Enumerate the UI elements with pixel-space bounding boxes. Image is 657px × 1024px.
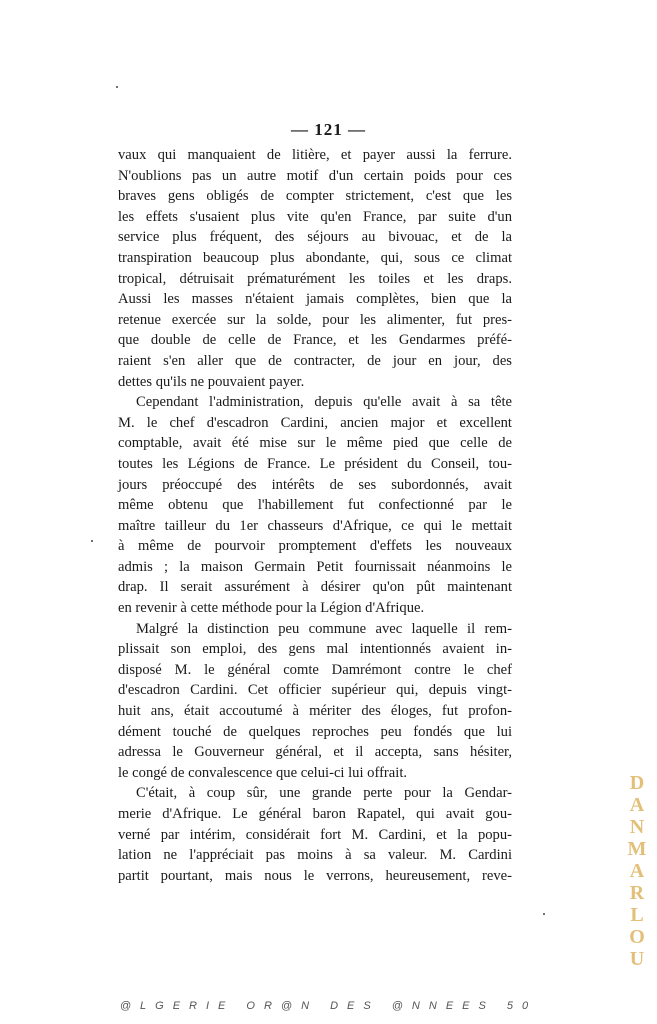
paper-speck xyxy=(543,913,545,915)
watermark-letter: O xyxy=(629,926,645,948)
text-line: Aussi les masses n'étaient jamais complètes, bien que la xyxy=(118,291,512,308)
watermark-letter: M xyxy=(627,838,647,860)
text-line: à même de pourvoir promptement d'effets les nouveaux xyxy=(118,538,512,555)
watermark-letter: R xyxy=(629,882,645,904)
text-line: braves gens obligés de compter strictement, c'est que les xyxy=(118,188,512,205)
text-line: partit pourtant, mais nous le verrons, heureusement, reve- xyxy=(118,867,512,884)
paper-speck xyxy=(116,86,118,88)
text-line: les effets s'usaient plus vite qu'en France, par suite d'un xyxy=(118,208,512,225)
watermark-letter: A xyxy=(629,860,645,882)
text-line: admis ; la maison Germain Petit fournissait néanmoins le xyxy=(118,558,512,575)
text-line: retenue exercée sur la solde, pour les alimenter, fut pres- xyxy=(118,311,512,328)
text-line: disposé M. le général comte Damrémont contre le chef xyxy=(118,661,512,678)
text-line: en revenir à cette méthode pour la Légion d'Afrique. xyxy=(118,600,425,617)
text-line: service plus fréquent, des séjours au bivouac, et de la xyxy=(118,229,512,246)
text-line: d'escadron Cardini. Cet officier supérieur qui, depuis vingt- xyxy=(118,682,512,699)
watermark-letter: A xyxy=(629,794,645,816)
page-number: — 121 — xyxy=(291,120,366,139)
text-line: adressa le Gouverneur général, et il accepta, sans hésiter, xyxy=(118,744,512,761)
text-line: verné par intérim, considérait fort M. Cardini, et la popu- xyxy=(118,826,512,843)
text-line: huit ans, était accoutumé à mériter des éloges, fut profon- xyxy=(118,703,512,720)
side-watermark xyxy=(625,772,649,970)
footer-watermark: @LGERIE OR@N DES @NNEES 50 xyxy=(119,1000,538,1012)
text-line: plissait son emploi, des gens mal intentionnés avaient in- xyxy=(118,641,512,658)
text-line: maître tailleur du 1er chasseurs d'Afrique, ce qui le mettait xyxy=(118,517,512,534)
text-line: merie d'Afrique. Le général baron Rapatel, qui avait gou- xyxy=(118,806,512,822)
text-line: Cependant l'administration, depuis qu'elle avait à sa tête xyxy=(136,394,512,411)
text-line: N'oublions pas un autre motif d'un certain poids pour ces xyxy=(118,167,512,184)
text-line: transpiration beaucoup plus abondante, qui, sous ce climat xyxy=(118,249,512,266)
paper-speck xyxy=(91,540,93,542)
text-line: lation ne l'appréciait pas moins à sa valeur. M. Cardini xyxy=(118,847,512,864)
watermark-letter: N xyxy=(629,816,645,838)
text-line: dettes qu'ils ne pouvaient payer. xyxy=(118,373,305,390)
text-line: toutes les Légions de France. Le président du Conseil, tou- xyxy=(118,455,512,472)
text-line: Malgré la distinction peu commune avec laquelle il rem- xyxy=(136,620,512,637)
watermark-letter: L xyxy=(630,904,644,926)
watermark-letter: D xyxy=(629,772,645,794)
body-text xyxy=(118,145,512,886)
text-line: même obtenu que l'habillement fut confectionné par le xyxy=(118,497,512,514)
text-line: M. le chef d'escadron Cardini, ancien major et excellent xyxy=(118,414,512,431)
text-line: drap. Il serait assurément à désirer qu'on pût maintenant xyxy=(118,579,512,596)
watermark-letter: U xyxy=(629,948,645,970)
text-line: tropical, détruisait prématurément les toiles et les draps. xyxy=(118,270,512,287)
text-line: jours préoccupé des intérêts de ses subordonnés, avait xyxy=(118,476,512,493)
text-line: comptable, avait été mise sur le même pied que celle de xyxy=(118,435,512,452)
text-line: C'était, à coup sûr, une grande perte pour la Gendar- xyxy=(136,785,512,802)
text-line: raient s'en aller que de contracter, de jour en jour, des xyxy=(118,352,512,369)
text-line: dément touché de quelques reproches peu fondés que lui xyxy=(118,723,512,740)
text-line: le congé de convalescence que celui-ci lui offrait. xyxy=(118,764,408,781)
text-line: que double de celle de France, et les Gendarmes préfé- xyxy=(118,332,512,349)
text-line: vaux qui manquaient de litière, et payer aussi la ferrure. xyxy=(118,147,512,163)
